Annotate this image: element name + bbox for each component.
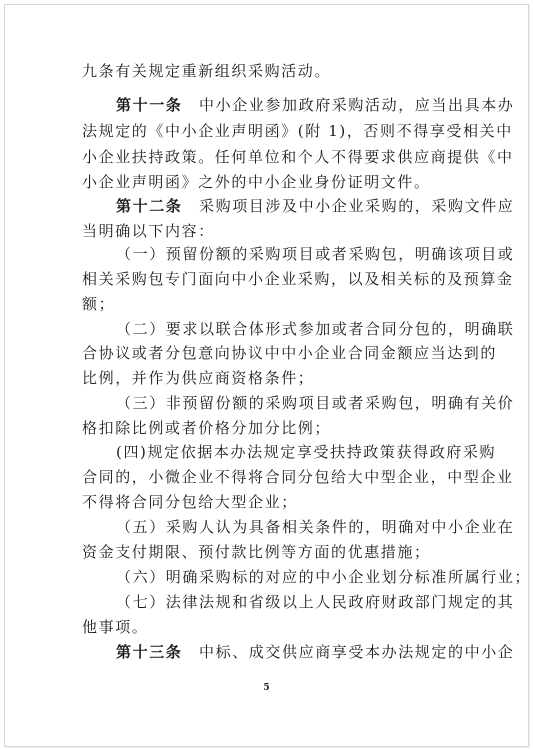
text-line: 相关采购包专门面向中小企业采购，以及相关标的及预算金 [82,270,514,288]
text-line: 当明确以下内容： [82,222,215,240]
text-line: 合协议或者分包意向协议中中小企业合同金额应当达到的 [82,344,498,362]
article-number: 第十二条 [116,197,183,215]
list-item-line: (四)规定依据本办法规定享受扶持政策获得政府采购 [116,443,497,461]
text-line: 比例，并作为供应商资格条件； [82,369,315,387]
text-line: 额； [82,295,116,313]
page-number: 5 [263,683,270,693]
article-number: 第十三条 [116,643,183,661]
list-item-line: （七）法律法规和省级以上人民政府财政部门规定的其 [116,593,515,611]
text-line: 资金支付期限、预付款比例等方面的优惠措施； [82,543,431,561]
text-line: 格扣除比例或者价格分加分比例； [82,419,332,437]
article-heading-line: 第十一条 中小企业参加政府采购活动，应当出具本办 [116,96,515,114]
list-item-line: （二）要求以联合体形式参加或者合同分包的，明确联 [116,320,515,338]
list-item-line: （一）预留份额的采购项目或者采购包，明确该项目或 [116,245,515,263]
text-line: 小企业声明函》之外的中小企业身份证明文件。 [82,173,431,191]
text-line: 小企业扶持政策。任何单位和个人不得要求供应商提供《中 [82,148,514,166]
list-item-line: （三）非预留份额的采购项目或者采购包，明确有关价 [116,394,515,412]
article-number: 第十一条 [116,96,183,114]
text-line: 不得将合同分包给大型企业； [82,493,298,511]
list-item-line: （六）明确采购标的对应的中小企业划分标准所属行业； [116,568,532,586]
article-heading-line: 第十二条 采购项目涉及中小企业采购的，采购文件应 [116,197,515,215]
list-item-line: （五）采购人认为具备相关条件的，明确对中小企业在 [116,518,515,536]
text-line: 合同的，小微企业不得将合同分包给大中型企业，中型企业 [82,468,514,486]
text-line: 他事项。 [82,618,149,636]
text-line: 九条有关规定重新组织采购活动。 [82,62,332,80]
text-line: 法规定的《中小企业声明函》(附 1)，否则不得享受相关中 [82,122,513,140]
article-heading-line: 第十三条 中标、成交供应商享受本办法规定的中小企 [116,643,515,661]
